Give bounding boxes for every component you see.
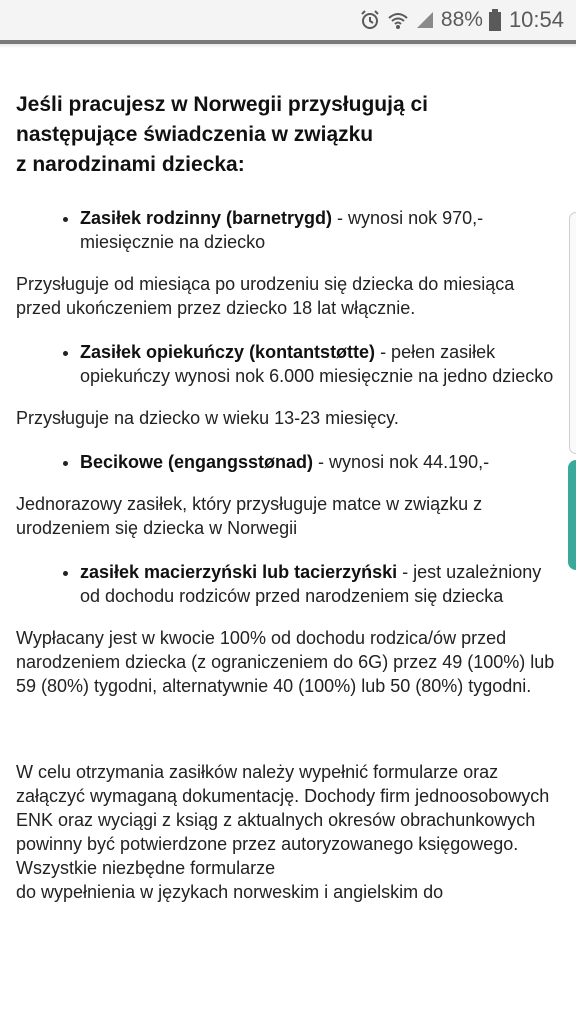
article-heading [16, 90, 556, 180]
closing-paragraph: W celu otrzymania zasiłków należy wypełnić formularze oraz załączyć wymaganą dokumentację. Dochody firm jednoosobowych ENK oraz wyciągi z ksiąg z aktualnych okresów obrachunkowych powinny być potwierdzone przez autoryzowanego księgowego. Wszystkie niezbędne formularze [16, 762, 550, 878]
benefit-list [16, 560, 556, 608]
benefit-text: - pełen zasiłek opiekuńczy wynosi nok 6.000 miesięcznie na jedno dziecko [80, 342, 554, 386]
edge-panel-handle[interactable] [568, 460, 576, 570]
signal-icon [415, 10, 435, 30]
wifi-icon [387, 9, 409, 31]
article-content [16, 90, 556, 904]
benefit-note: Wypłacany jest w kwocie 100% od dochodu rodzica/ów przed narodzeniem dziecka (z ograniczeniem do 6G) przez 49 (100%) lub 59 (80%) tygodni, alternatywnie 40 (100%) lub 50 (80%) tygodni. [16, 628, 555, 696]
heading-line: Jeśli pracujesz w Norwegii przysługują ci [16, 93, 428, 116]
benefit-title: zasiłek macierzyński lub tacierzyński [80, 562, 398, 582]
battery-percent: 88% [440, 8, 483, 31]
status-bar [0, 0, 576, 40]
benefit-title: Zasiłek opiekuńczy (kontantstøtte) [80, 342, 376, 362]
benefit-title: Zasiłek rodzinny (barnetrygd) [80, 208, 333, 228]
benefit-list [16, 340, 556, 388]
benefit-text: - wynosi nok 970,- miesięcznie na dziecko [80, 208, 484, 252]
benefit-item [80, 206, 556, 254]
benefit-title: Becikowe (engangsstønad) [80, 452, 314, 472]
benefit-item [80, 340, 556, 388]
heading-line: następujące świadczenia w związku [16, 123, 374, 146]
battery-icon [489, 9, 501, 31]
benefit-note: Jednorazowy zasiłek, który przysługuje matce w związku z urodzeniem się dziecka w Norwegii [16, 494, 483, 538]
closing-paragraph-continued: do wypełnienia w językach norweskim i angielskim do [16, 882, 444, 902]
benefit-list [16, 206, 556, 254]
heading-line: z narodzinami dziecka: [16, 153, 245, 176]
clock: 10:54 [508, 7, 564, 32]
benefit-text: - jest uzależniony od dochodu rodziców przed narodzeniem się dziecka [80, 562, 542, 606]
edge-panel-outline[interactable] [569, 212, 576, 454]
benefit-item [80, 450, 556, 474]
toolbar-shadow [0, 44, 576, 48]
benefit-text: - wynosi nok 44.190,- [313, 452, 490, 472]
benefit-item [80, 560, 556, 608]
benefit-note: Przysługuje od miesiąca po urodzeniu się dziecka do miesiąca przed ukończeniem przez dziecko 18 lat włącznie. [16, 274, 515, 318]
benefit-list [16, 450, 556, 474]
benefit-note: Przysługuje na dziecko w wieku 13-23 miesięcy. [16, 408, 399, 428]
alarm-icon [359, 9, 381, 31]
